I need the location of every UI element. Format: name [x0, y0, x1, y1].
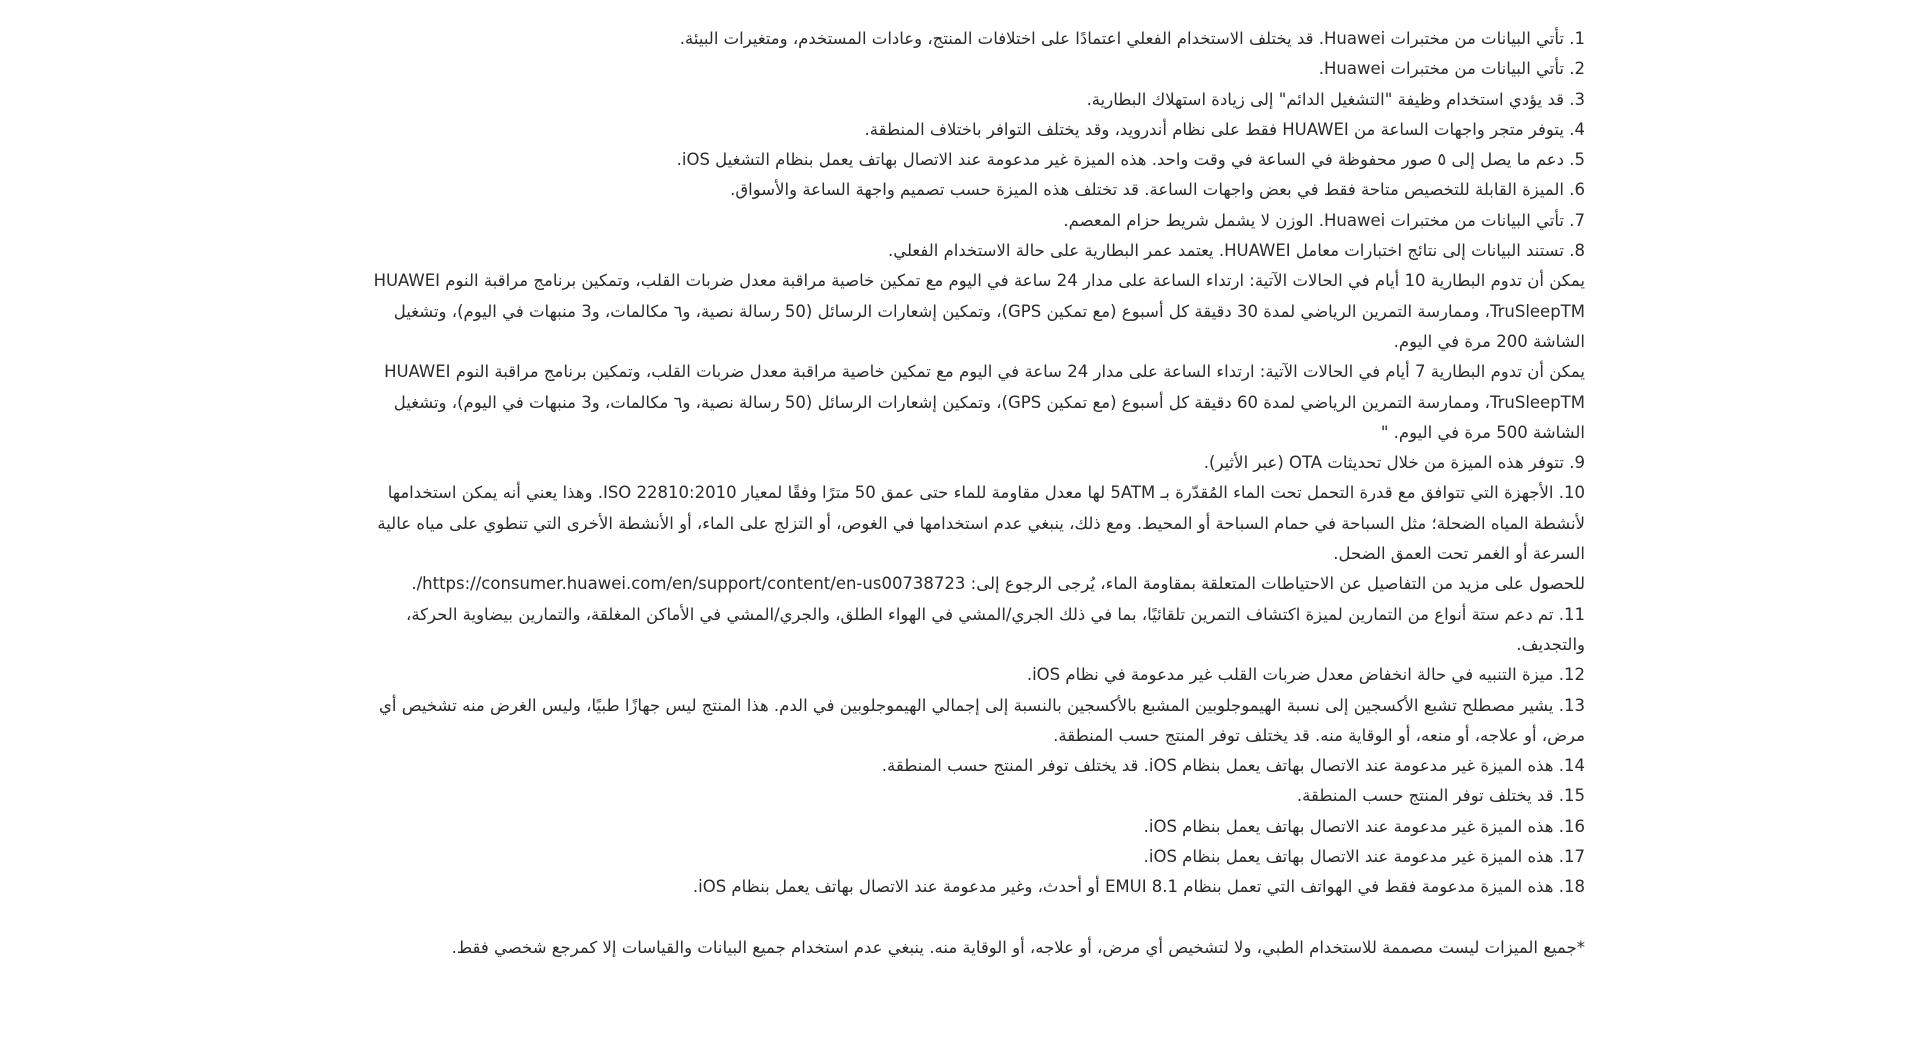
note-5: 5. دعم ما يصل إلى ٥ صور محفوظة في الساعة في وقت واحد. هذه الميزة غير مدعومة عند الاتصال بهاتف يعمل بنظام التشغيل iOS.	[676, 150, 1585, 170]
note-10: 10. الأجهزة التي تتوافق مع قدرة التحمل تحت الماء المُقدّرة بـ 5ATM لها معدل مقاومة للماء حتى عمق 50 مترًا وفقًا لمعيار ISO 22810:2010. وهذا يعني أنه يمكن استخدامها لأنشطة المياه الضحلة؛ مثل السباحة في حمام السباحة أو المحيط. ومع ذلك، ينبغي عدم استخدامها في الغوص، أو التزلج على الماء، أو الأنشطة الأخرى التي تنطوي على مياه عالية السرعة أو الغمر تحت العمق الضحل.	[377, 483, 1585, 564]
note-3: 3. قد يؤدي استخدام وظيفة "التشغيل الدائم" إلى زيادة استهلاك البطارية.	[1086, 89, 1585, 109]
water-resistance-link-note: للحصول على مزيد من التفاصيل عن الاحتياطات المتعلقة بمقاومة الماء، يُرجى الرجوع إلى: https://consumer.huawei.com/en/support/content/en-us00738723/.	[411, 574, 1585, 594]
note-6: 6. الميزة القابلة للتخصيص متاحة فقط في بعض واجهات الساعة. قد تختلف هذه الميزة حسب تصميم واجهة الساعة والأسواق.	[730, 180, 1585, 200]
note-11: 11. تم دعم ستة أنواع من التمارين لميزة اكتشاف التمرين تلقائيًا، بما في ذلك الجري/المشي في الهواء الطلق، والجري/المشي في الأماكن المغلقة، والتمارين بيضاوية الحركة، والتجديف.	[406, 604, 1585, 654]
note-4: 4. يتوفر متجر واجهات الساعة من HUAWEI فقط على نظام أندرويد، وقد يختلف التوافر باختلاف المنطقة.	[864, 119, 1585, 139]
note-15: 15. قد يختلف توفر المنتج حسب المنطقة.	[1296, 786, 1585, 806]
battery-condition-10-days: يمكن أن تدوم البطارية 10 أيام في الحالات الآتية: ارتداء الساعة على مدار 24 ساعة في اليوم مع تمكين خاصية مراقبة معدل ضربات القلب، وتمكين برنامج مراقبة النوم HUAWEI TruSleepTM، وممارسة التمرين الرياضي لمدة 30 دقيقة كل أسبوع (مع تمكين GPS)، وتمكين إشعارات الرسائل (50 رسالة نصية، و٦ مكالمات، و3 منبهات في اليوم)، وتشغيل الشاشة 200 مرة في اليوم.	[373, 271, 1585, 351]
note-2: 2. تأتي البيانات من مختبرات Huawei.	[1318, 59, 1585, 79]
note-18: 18. هذه الميزة مدعومة فقط في الهواتف التي تعمل بنظام EMUI 8.1 أو أحدث، وغير مدعومة عند الاتصال بهاتف يعمل بنظام iOS.	[692, 877, 1585, 897]
note-7: 7. تأتي البيانات من مختبرات Huawei. الوزن لا يشمل شريط حزام المعصم.	[1063, 210, 1585, 230]
note-1: 1. تأتي البيانات من مختبرات Huawei. قد يختلف الاستخدام الفعلي اعتمادًا على اختلافات المنتج، وعادات المستخدم، ومتغيرات البيئة.	[679, 29, 1585, 48]
note-16: 16. هذه الميزة غير مدعومة عند الاتصال بهاتف يعمل بنظام iOS.	[1143, 816, 1585, 836]
note-8: 8. تستند البيانات إلى نتائج اختبارات معامل HUAWEI. يعتمد عمر البطارية على حالة الاستخدام الفعلي.	[887, 241, 1585, 261]
note-12: 12. ميزة التنبيه في حالة انخفاض معدل ضربات القلب غير مدعومة في نظام iOS.	[1026, 665, 1585, 685]
note-14: 14. هذه الميزة غير مدعومة عند الاتصال بهاتف يعمل بنظام iOS. قد يختلف توفر المنتج حسب المنطقة.	[881, 756, 1585, 776]
note-13: 13. يشير مصطلح تشبع الأكسجين إلى نسبة الهيموجلوبين المشبع بالأكسجين بالنسبة إلى إجمالي الهيموجلوبين في الدم. هذا المنتج ليس جهازًا طبيًا، وليس الغرض منه تشخيص أي مرض، أو علاجه، أو منعه، أو الوقاية منه. قد يختلف توفر المنتج حسب المنطقة.	[378, 695, 1585, 745]
medical-disclaimer: *جميع الميزات ليست مصممة للاستخدام الطبي، ولا لتشخيص أي مرض، أو علاجه، أو الوقاية منه. ينبغي عدم استخدام جميع البيانات والقياسات إلا كمرجع شخصي فقط.	[451, 937, 1585, 957]
disclaimer-section	[352, 24, 1585, 963]
battery-condition-7-days: يمكن أن تدوم البطارية 7 أيام في الحالات الآتية: ارتداء الساعة على مدار 24 ساعة في اليوم مع تمكين خاصية مراقبة معدل ضربات القلب، وتمكين برنامج مراقبة النوم HUAWEI TruSleepTM، وممارسة التمرين الرياضي لمدة 60 دقيقة كل أسبوع (مع تمكين GPS)، وتمكين إشعارات الرسائل (50 رسالة نصية، و٦ مكالمات، و3 منبهات في اليوم)، وتشغيل الشاشة 500 مرة في اليوم. "	[384, 362, 1585, 442]
note-17: 17. هذه الميزة غير مدعومة عند الاتصال بهاتف يعمل بنظام iOS.	[1143, 847, 1585, 867]
section-spacer	[352, 903, 1585, 933]
note-9: 9. تتوفر هذه الميزة من خلال تحديثات OTA (عبر الأثير).	[1203, 453, 1585, 473]
